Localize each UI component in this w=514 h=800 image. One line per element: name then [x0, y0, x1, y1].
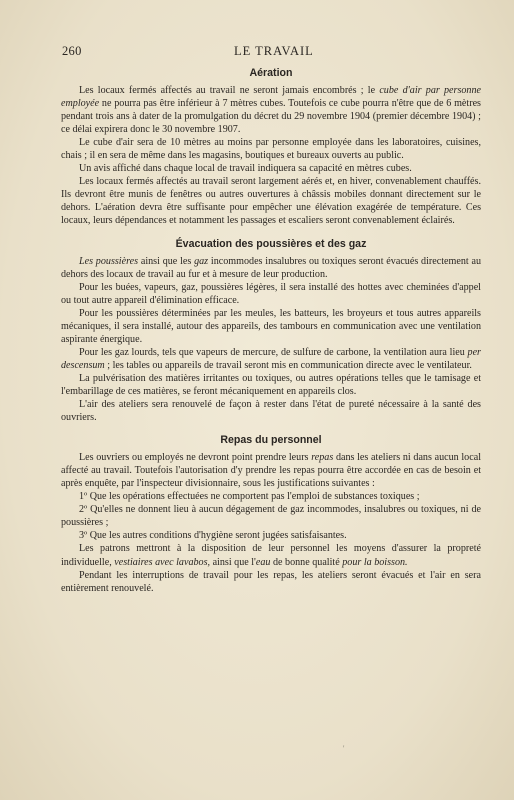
paragraph	[61, 255, 481, 281]
italic-run: pour la boisson.	[342, 556, 408, 568]
paragraph	[61, 281, 481, 307]
paragraph	[61, 490, 481, 503]
text-run: ne pourra pas être inférieur à 7 mètres cubes. Toutefois ce cube pourra n'être que de 6 mètres pendant trois ans à dater de la promulgation du décret du 29 novembre 1904 (premier décembre 1904) ; ce délai expirera donc le 30 novembre 1907.	[61, 98, 481, 136]
text-run: Le cube d'air sera de 10 mètres au moins par personne employée dans les laboratoires, cuisines, chais ; il en sera de même dans les magasins, boutiques et bureaux ouverts au public.	[61, 137, 481, 162]
italic-run: per descensum	[61, 346, 481, 371]
text-run: ainsi que l'	[210, 556, 256, 568]
text-run: 1º Que les opérations effectuées ne comportent pas l'emploi de substances toxiques ;	[79, 491, 420, 503]
text-run: Les locaux fermés affectés au travail seront largement aérés et, en hiver, convenablement chauffés. Ils devront être munis de fenêtres ou autres ouvertures à châssis mobiles donnant directement sur le dehors. L'aération devra être suffisante pour empêcher une élévation exagérée de température. Ces locaux, leurs dépendances et notamment les passages et escaliers seront convenablement éclairés.	[61, 176, 481, 227]
italic-run: Les poussières	[79, 255, 139, 267]
paragraph	[61, 529, 481, 542]
italic-run: repas	[311, 452, 334, 464]
paragraph	[61, 569, 481, 595]
paragraph	[61, 175, 481, 227]
page-body	[61, 66, 481, 595]
text-run: ; les tables ou appareils de travail seront mis en communication directe avec le ventilateur.	[104, 359, 472, 371]
paragraph	[61, 503, 481, 529]
paragraph	[61, 451, 481, 490]
section-title: Évacuation des poussières et des gaz	[175, 237, 367, 250]
text-run: incommodes insalubres ou toxiques seront évacués directement au dehors des locaux de travail au fur et à mesure de leur production.	[61, 255, 481, 280]
section-title: Repas du personnel	[220, 434, 322, 447]
text-run: Les locaux fermés affectés au travail ne seront jamais encombrés ; le	[79, 85, 380, 96]
paragraph	[61, 162, 481, 175]
text-run: de bonne qualité	[270, 556, 343, 568]
text-run: Un avis affiché dans chaque local de travail indiquera sa capacité en mètres cubes.	[79, 163, 412, 175]
paragraph	[61, 542, 481, 568]
text-run: dans les ateliers ni dans aucun local affecté au travail. Toutefois l'autorisation d'y prendre les repas pourra être accordée en cas de besoin et après enquête, par l'inspecteur divisionnaire, sous les justifications suivantes :	[61, 452, 481, 490]
text-run: Pendant les interruptions de travail pour les repas, les ateliers seront évacués et l'air en sera entièrement renouvelé.	[61, 569, 481, 594]
paragraph	[61, 346, 481, 372]
paragraph	[61, 372, 481, 398]
text-run: La pulvérisation des matières irritantes ou toxiques, ou autres opérations telles que le tamisage et l'embarillage de ces matières, se feront mécaniquement en appareils clos.	[61, 372, 481, 397]
page-number: 260	[62, 44, 82, 58]
text-run: L'air des ateliers sera renouvelé de façon à rester dans l'état de pureté nécessaire à la santé des ouvriers.	[61, 399, 481, 424]
italic-run: gaz	[194, 255, 209, 267]
text-run: 3º Que les autres conditions d'hygiène seront jugées satisfaisantes.	[79, 530, 347, 542]
text-run: Les ouvriers ou employés ne devront point prendre leurs	[79, 452, 312, 464]
text-run: 2º Qu'elles ne donnent lieu à aucun dégagement de gaz incommodes, insalubres ou toxiques, ni de poussières ;	[61, 504, 481, 529]
paragraph	[61, 84, 481, 136]
text-run: Pour les poussières déterminées par les meules, les batteurs, les broyeurs et tous autres appareils mécaniques, il sera installé, autour des appareils, des tambours en communication avec une ventilation aspirante énergique.	[61, 307, 481, 345]
section-title: Aération	[249, 67, 293, 79]
running-title: LE TRAVAIL	[234, 44, 314, 58]
paragraph	[61, 398, 481, 424]
page-speck: '	[343, 744, 345, 753]
text-run: Pour les buées, vapeurs, gaz, poussières légères, il sera installé des hottes avec cheminées d'appel ou tout autre appareil d'élimination efficace.	[61, 281, 481, 306]
text-run: ainsi que les	[138, 255, 195, 267]
paragraph	[61, 136, 481, 162]
italic-run: eau	[255, 556, 271, 568]
text-run: Pour les gaz lourds, tels que vapeurs de mercure, de sulfure de carbone, la ventilation aura lieu	[79, 346, 468, 358]
italic-run: vestiaires avec lavabos,	[114, 556, 211, 568]
paragraph	[61, 307, 481, 346]
text-run: Les patrons mettront à la disposition de leur personnel les moyens d'assurer la propreté individuelle,	[61, 543, 481, 568]
italic-run: cube d'air par personne employée	[61, 85, 482, 110]
